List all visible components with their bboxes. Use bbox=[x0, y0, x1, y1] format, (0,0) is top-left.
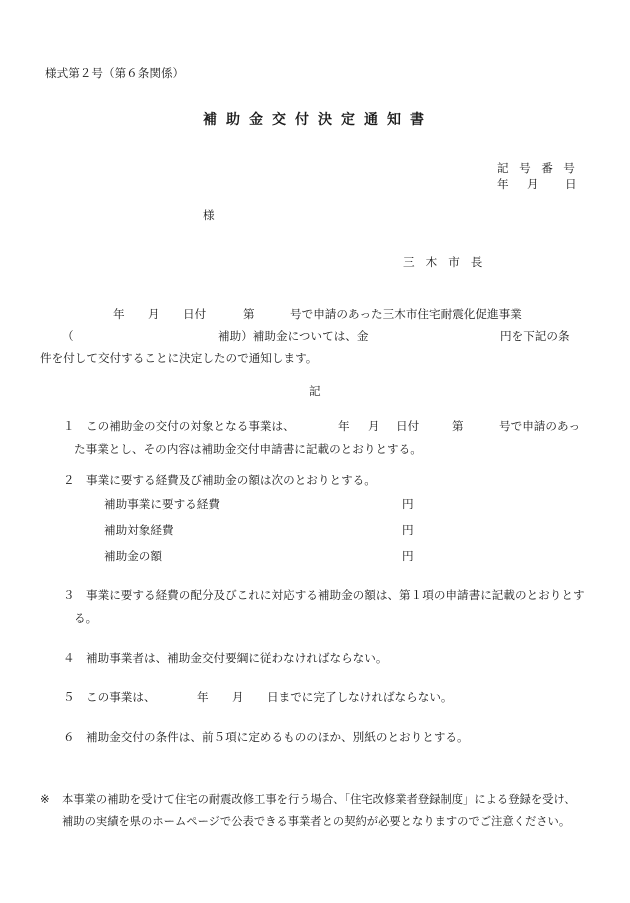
reference-day-label: 日 bbox=[565, 177, 577, 191]
item-text-rest: 号で申請のあっ bbox=[499, 419, 581, 433]
item-day-label: 日付 bbox=[396, 419, 420, 433]
footnote-line1: 本事業の補助を受けて住宅の耐震改修工事を行う場合、「住宅改修業者登録制度」による登録を受け、 bbox=[62, 793, 576, 806]
reference-number-label: 記号番号 bbox=[497, 161, 586, 175]
item-number: ３ bbox=[63, 588, 75, 602]
item-year-label: 年 bbox=[197, 690, 209, 704]
reference-month-label: 月 bbox=[527, 177, 539, 191]
cost-row-label: 補助事業に要する経費 bbox=[104, 497, 220, 511]
item-year-label: 年 bbox=[338, 419, 350, 433]
item-number: ６ bbox=[63, 730, 75, 744]
intro-no-label: 第 bbox=[243, 307, 255, 321]
item-text-continued: た事業とし、その内容は補助金交付申請書に記載のとおりとする。 bbox=[74, 442, 422, 456]
item-number: １ bbox=[63, 419, 75, 433]
item-number: ５ bbox=[63, 690, 75, 704]
intro-day-label: 日付 bbox=[183, 307, 207, 321]
item-text: 補助事業者は、補助金交付要綱に従わなければならない。 bbox=[86, 651, 388, 665]
item-text: 事業に要する経費の配分及びこれに対応する補助金の額は、第１項の申請書に記載のとおりとす bbox=[86, 588, 585, 602]
intro-open-paren: （ bbox=[62, 329, 74, 343]
intro-year-label: 年 bbox=[113, 307, 125, 321]
issuer-name: 三木市長 bbox=[403, 255, 494, 269]
item-text: この補助金の交付の対象となる事業は、 bbox=[86, 419, 295, 433]
item-number: ２ bbox=[63, 473, 75, 487]
ki-heading: 記 bbox=[309, 384, 321, 398]
item-text: 補助金交付の条件は、前５項に定めるもののほか、別紙のとおりとする。 bbox=[86, 730, 469, 744]
cost-row-unit: 円 bbox=[402, 523, 414, 537]
footnote-line2: 補助の実績を県のホームページで公表できる事業者との契約が必要となりますのでご注意ください。 bbox=[62, 815, 571, 828]
item-text-rest: 日までに完了しなければならない。 bbox=[267, 690, 453, 704]
item-no-label: 第 bbox=[452, 419, 464, 433]
addressee-suffix: 様 bbox=[203, 208, 215, 222]
reference-year-label: 年 bbox=[497, 177, 509, 191]
cost-row-label: 補助対象経費 bbox=[104, 523, 174, 537]
item-text: この事業は、 bbox=[86, 690, 156, 704]
item-text-continued: る。 bbox=[74, 611, 98, 625]
intro-line2-text: 補助）補助金については、金 bbox=[218, 329, 369, 343]
item-month-label: 月 bbox=[368, 419, 380, 433]
cost-row-unit: 円 bbox=[402, 497, 414, 511]
document-title: 補助金交付決定通知書 bbox=[203, 112, 433, 128]
intro-line3-text: 件を付して交付することに決定したので通知します。 bbox=[40, 351, 318, 365]
form-number: 様式第２号（第６条関係） bbox=[45, 66, 185, 80]
item-number: ４ bbox=[63, 651, 75, 665]
item-month-label: 月 bbox=[232, 690, 244, 704]
cost-row-label: 補助金の額 bbox=[104, 549, 162, 563]
footnote-mark: ※ bbox=[40, 793, 50, 806]
intro-line1-text: 号で申請のあった三木市住宅耐震化促進事業 bbox=[290, 307, 522, 321]
cost-row-unit: 円 bbox=[402, 549, 414, 563]
intro-line2-end: 円を下記の条 bbox=[500, 329, 570, 343]
intro-month-label: 月 bbox=[148, 307, 160, 321]
item-text: 事業に要する経費及び補助金の額は次のとおりとする。 bbox=[86, 473, 376, 487]
